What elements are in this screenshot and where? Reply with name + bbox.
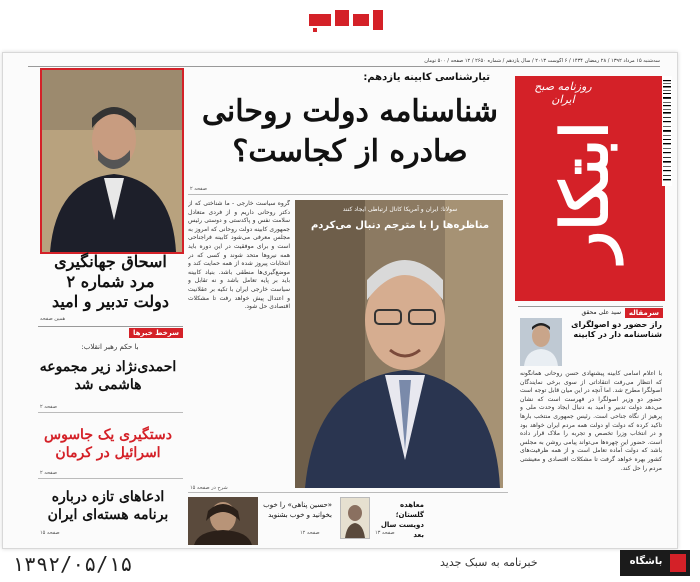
- side-story-page-ref: همین صفحه: [40, 316, 66, 322]
- lead-kicker: تیارشناسی کابینه یازدهم:: [363, 72, 490, 83]
- editorial-author: سید علی محقق: [581, 309, 621, 316]
- side-story-line3: دولت تدبیر و امید: [51, 292, 170, 311]
- divider: [38, 412, 183, 413]
- photo-caption: مناظره‌ها را با مترجم دنبال می‌کردم: [310, 220, 490, 231]
- brief-page-ref: صفحه ۲: [40, 404, 57, 410]
- teaser-image: [188, 497, 258, 545]
- teaser-page-ref: صفحه ۱۳: [375, 530, 395, 536]
- side-story-line2: مرد شماره ۲: [66, 272, 155, 291]
- teaser-page-ref: صفحه ۱۲: [300, 530, 320, 536]
- brief-kicker: با حکم رهبر انقلاب:: [81, 343, 139, 351]
- dateline: سه‌شنبه ۱۵ مرداد ۱۳۹۲ / ۲۸ رمضان ۱۴۳۴ / ۶ آگوست ۲۰۱۳ / سال یازدهم / شماره ۲۶۵۰ / ۱۲ صفحه / ۵۰۰ تومان: [28, 58, 660, 67]
- brief-page-ref: صفحه ۱۵: [40, 530, 60, 536]
- footer-tagline: خبرنامه به سبک جدید: [440, 556, 538, 569]
- lead-headline-line2: صادره از کجاست؟: [232, 134, 468, 169]
- teaser-title[interactable]: «حسین پناهی» را خوب بخوانید و خوب بشنوید: [263, 501, 332, 519]
- site-badge[interactable]: [620, 548, 690, 578]
- footer-date: ۱۳۹۲/۰۵/۱۵: [12, 552, 133, 576]
- divider: [188, 194, 508, 195]
- panahi-portrait-icon: [188, 497, 258, 545]
- side-story-line1: اسحاق جهانگیری: [54, 252, 167, 271]
- editorial-body: با اعلام اسامی کابینه پیشنهادی حسن روحانی همانگونه که انتظار می‌رفت انتقاداتی از سوی برخی نمایندگان اصولگرا مطرح شد. اما آنچه در این میان قابل توجه است حضور دو وزیر اصولگرا در فهرست است که نشان می‌دهد دولت تدبیر و امید به دنبال ایجاد وحدت ملی و پرهیز از نگاه جناحی است. رئیس جمهوری منتخب بارها تاکید کرده که دولت او دولت همه مردم ایران خواهد بود و در انتخاب وزرا تخصص و تجربه را ملاک قرار داده است. حضور این چهره‌ها می‌تواند پیامی روشن به مجلس باشد که دولت آماده تعامل است و از همه ظرفیت‌های کشور بهره خواهد گرفت تا مشکلات اقتصادی و معیشتی مردم را حل کند.: [520, 370, 662, 472]
- masthead-subtitle: روزنامه صبح ایران: [534, 80, 592, 106]
- author-portrait-icon: [520, 318, 562, 366]
- brief-page-ref: صفحه ۲: [40, 470, 57, 476]
- lead-headline[interactable]: [190, 92, 510, 172]
- jahangiri-portrait-icon: [42, 70, 182, 252]
- lead-page-ref: صفحه ۲: [190, 186, 207, 192]
- paper-name: ابتکار: [547, 120, 623, 262]
- teaser-image: [340, 497, 370, 539]
- lead-photo: [295, 200, 503, 488]
- solana-portrait-icon: [295, 200, 503, 488]
- site-logo[interactable]: [305, 4, 395, 38]
- brief-title[interactable]: احمدی‌نژاد زیر مجموعه هاشمی شد: [39, 359, 177, 393]
- site-logo-icon: [305, 6, 395, 36]
- badge-label: باشگاه: [629, 556, 663, 567]
- barcode: [662, 76, 672, 186]
- jahangiri-photo: [40, 68, 184, 254]
- editorial-header: [518, 306, 663, 317]
- lead-headline-line1: شناسنامه دولت روحانی: [201, 94, 499, 129]
- photo-caption-top: سولانا: ایران و آمریکا کانال ارتباطی ایجاد کنند: [342, 206, 458, 213]
- editorial-title: راز حضور دو اصولگرای شناسنامه دار در کابینه: [571, 320, 662, 339]
- editorial-tag: سرمقاله: [625, 308, 663, 318]
- brief-title[interactable]: دستگیری یک جاسوس اسرائیل در کرمان: [44, 427, 172, 461]
- briefs-tag: سرخط خبرها: [129, 328, 183, 338]
- photo-page-ref: شرح در صفحه ۱۵: [190, 485, 228, 491]
- author-photo: [520, 318, 562, 366]
- briefs-header: [38, 326, 183, 337]
- book-cover-icon: [341, 498, 369, 538]
- divider: [188, 492, 508, 493]
- divider: [38, 478, 183, 479]
- brief-title[interactable]: ادعاهای تازه درباره برنامه هسته‌ای ایران: [47, 489, 169, 523]
- lead-body-column: گروه سیاست خارجی - ما شناختی که از دکتر روحانی داریم و از فردی متعادل سلامت نفس و پاکدستی و دوستی رئیس جمهوری کابینه دولت روحانی که امروز به مجلس معرفی می‌شود کابینه فراجناحی است و برای موفقیت در این دوره باید همه نیروها متحد شوند و کسی که در انتخابات پیروز شده از همه حمایت کند و موضع‌گیری‌ها منطقی باشد. بنیاد کابینه باید بر پایه تعامل باشد و نه تقابل و سیاست خارجی ایران با تکیه بر عقلانیت و اعتدال پیش خواهد رفت تا مشکلات اقتصادی حل شود.: [188, 200, 290, 311]
- teaser-title[interactable]: معاهده گلستان؛ دویست سال بعد: [380, 501, 424, 539]
- masthead-title: [505, 86, 665, 296]
- side-story-headline[interactable]: [38, 252, 183, 312]
